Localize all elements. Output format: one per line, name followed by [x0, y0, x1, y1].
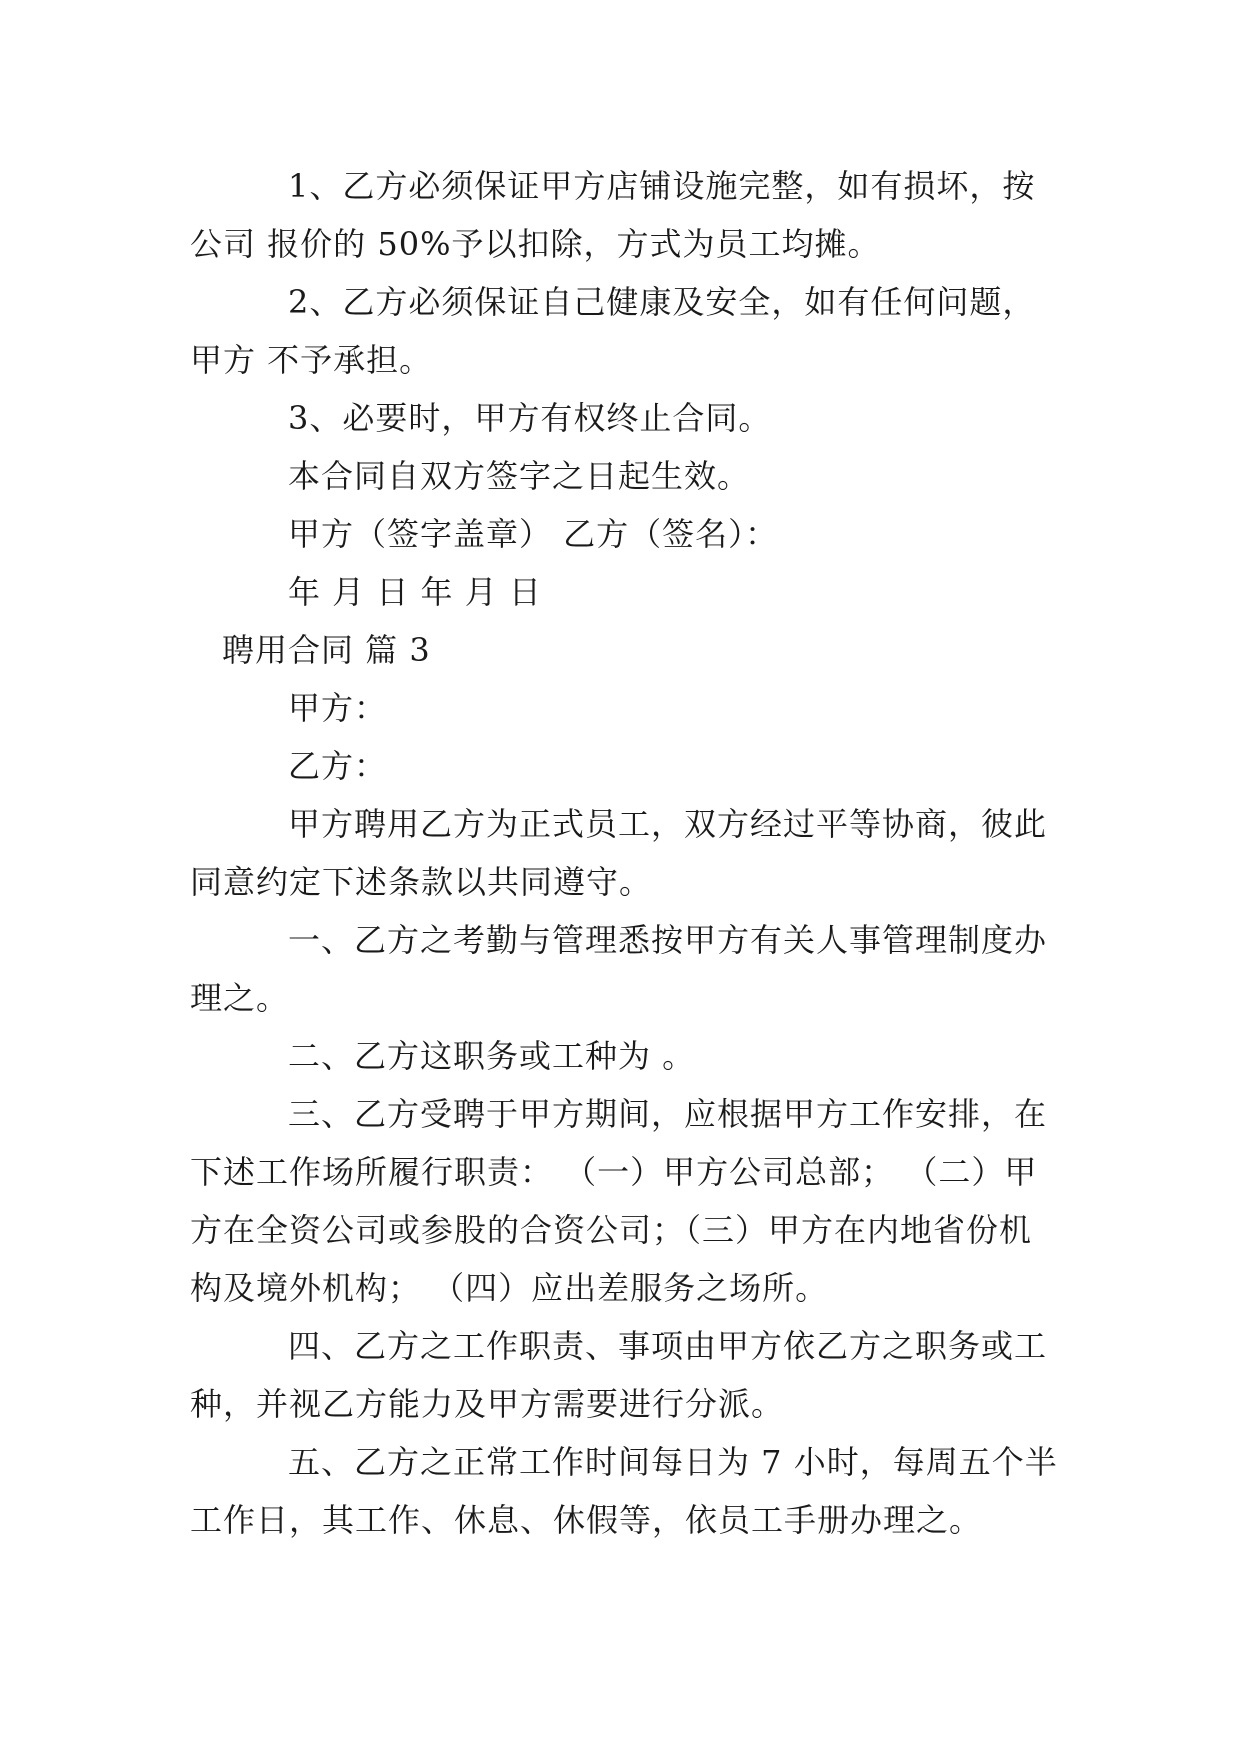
- text-line: 一、乙方之考勤与管理悉按甲方有关人事管理制度办: [288, 921, 1048, 959]
- text-line: 同意约定下述条款以共同遵守。: [190, 863, 653, 901]
- text-line: 甲方 不予承担。: [190, 341, 433, 379]
- signature-line: 甲方（签字盖章） 乙方（签名）：: [288, 515, 779, 553]
- text-line: 方在全资公司或参股的合资公司；（三）甲方在内地省份机: [190, 1211, 1033, 1249]
- text-line: 本合同自双方签字之日起生效。: [288, 457, 751, 495]
- text-line: 1、乙方必须保证甲方店铺设施完整，如有损坏，按: [288, 167, 1036, 205]
- text-line: 理之。: [190, 979, 290, 1017]
- text-line: 五、乙方之正常工作时间每日为 7 小时，每周五个半: [288, 1443, 1058, 1481]
- text-line: 公司 报价的 50%予以扣除，方式为员工均摊。: [190, 225, 881, 263]
- text-line: 构及境外机构； （四）应出差服务之场所。: [190, 1269, 829, 1307]
- text-line: 种，并视乙方能力及甲方需要进行分派。: [190, 1385, 785, 1423]
- text-line: 2、乙方必须保证自己健康及安全，如有任何问题，: [288, 283, 1036, 321]
- date-line: 年 月 日 年 月 日: [288, 573, 542, 611]
- text-line: 三、乙方受聘于甲方期间，应根据甲方工作安排，在: [288, 1095, 1048, 1133]
- section-title: 聘用合同 篇 3: [222, 631, 431, 669]
- text-line: 甲方聘用乙方为正式员工，双方经过平等协商，彼此: [288, 805, 1048, 843]
- text-line: 四、乙方之工作职责、事项由甲方依乙方之职务或工: [288, 1327, 1048, 1365]
- text-line: 下述工作场所履行职责： （一）甲方公司总部； （二）甲: [190, 1153, 1038, 1191]
- text-line: 工作日，其工作、休息、休假等，依员工手册办理之。: [190, 1501, 983, 1539]
- text-line: 3、必要时，甲方有权终止合同。: [288, 399, 772, 437]
- party-b-line: 乙方：: [288, 747, 388, 785]
- party-a-line: 甲方：: [288, 689, 388, 727]
- text-line: 二、乙方这职务或工种为 。: [288, 1037, 696, 1075]
